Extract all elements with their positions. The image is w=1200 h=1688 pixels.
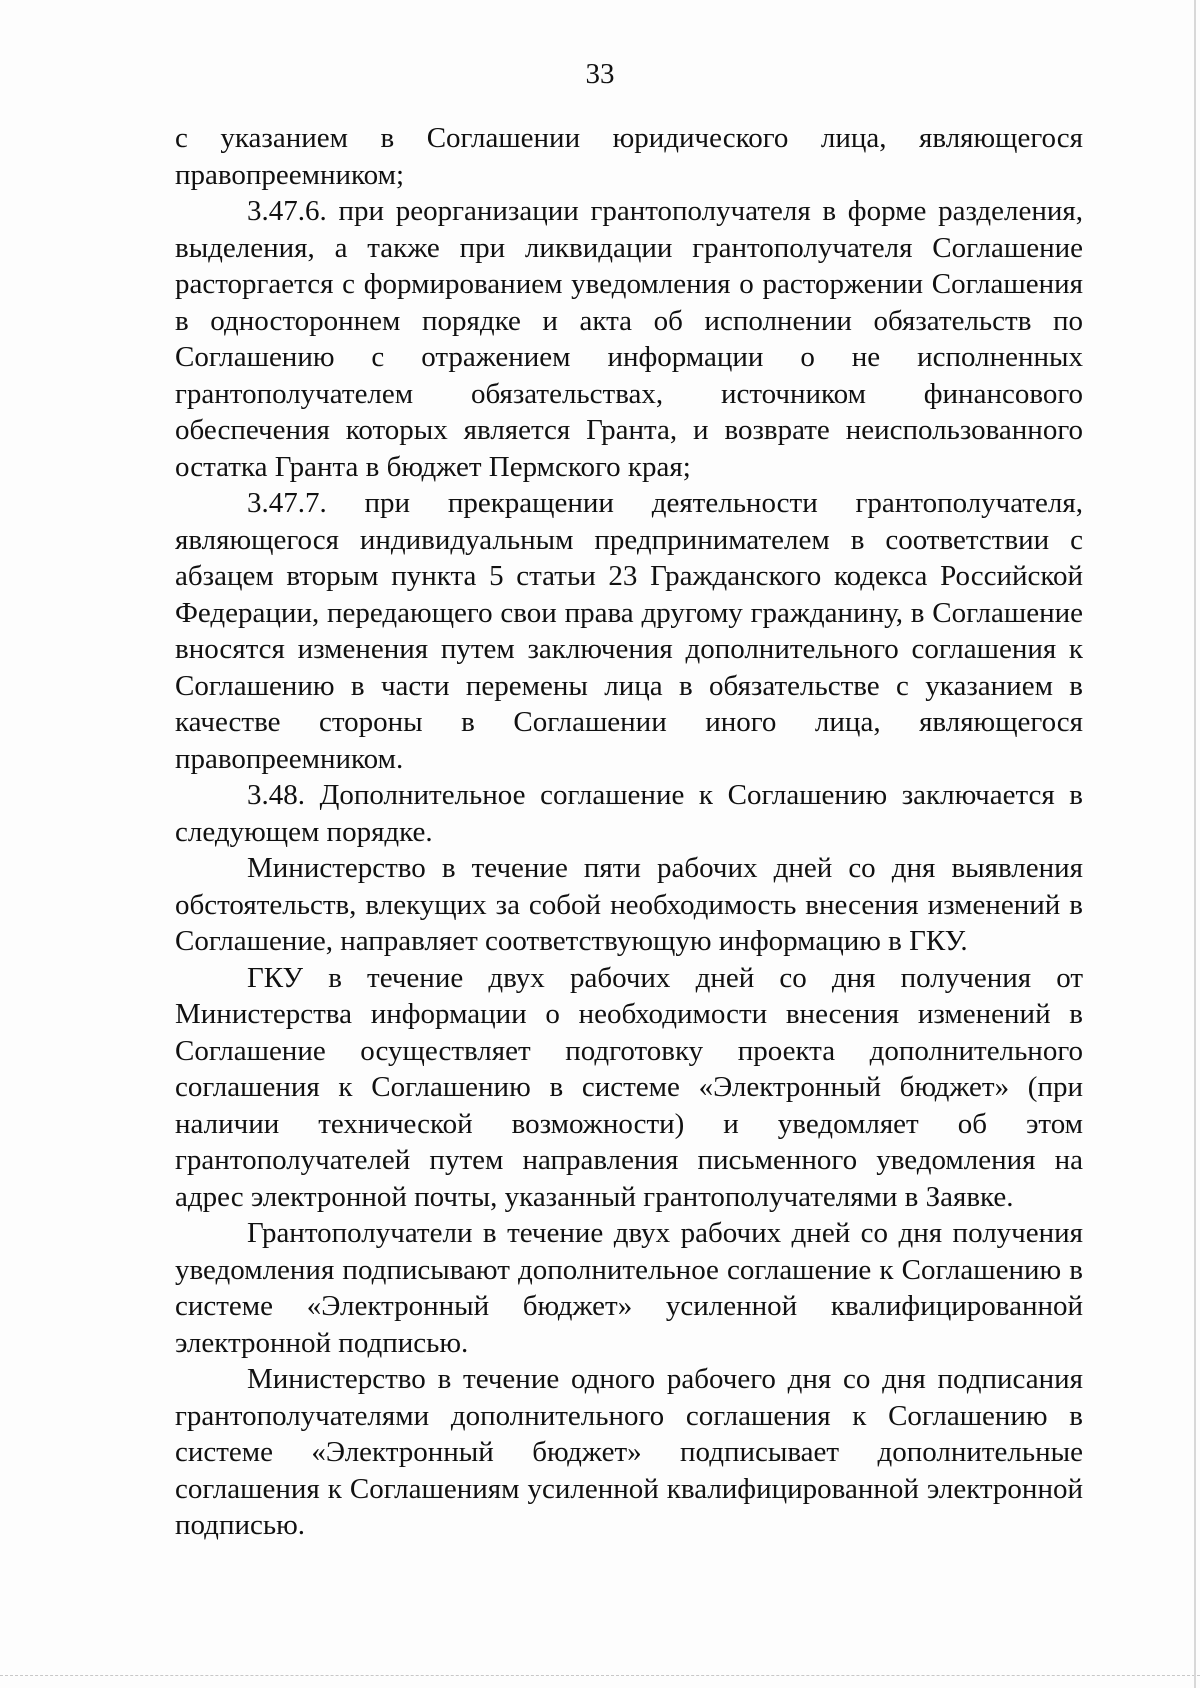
page-number: 33 — [585, 58, 615, 90]
paragraph-grantee-signing: Грантополучатели в течение двух рабочих дней со дня получения уведомления подписывают дополнительное соглашение к Соглашению в системе «Электронный бюджет» усиленной квалифицированной электронной подписью. — [175, 1217, 1083, 1359]
document-body — [175, 120, 1083, 1544]
paragraph-3-47-6: 3.47.6. при реорганизации грантополучателя в форме разделения, выделения, а также при ликвидации грантополучателя Соглашение расторгается с формированием уведомления о расторжении Соглашения в одностороннем порядке и акта об исполнении обязательств по Соглашению с отражением информации о не исполненных грантополучателем обязательствах, источником финансового обеспечения которых является Гранта, и возврате неиспользованного остатка Гранта в бюджет Пермского края; — [175, 195, 1083, 483]
scan-bottom-edge — [0, 1675, 1200, 1678]
paragraph-ministry-notice: Министерство в течение пяти рабочих дней со дня выявления обстоятельств, влекущих за собой необходимость внесения изменений в Соглашение, направляет соответствующую информацию в ГКУ. — [175, 852, 1083, 957]
paragraph-continuation: с указанием в Соглашении юридического лица, являющегося правопреемником; — [175, 122, 1083, 191]
paragraph-ministry-signing: Министерство в течение одного рабочего дня со дня подписания грантополучателями дополнительного соглашения к Соглашению в системе «Электронный бюджет» подписывает дополнительные соглашения к Соглашениям усиленной квалифицированной электронной подписью. — [175, 1363, 1083, 1541]
paragraph-3-48: 3.48. Дополнительное соглашение к Соглашению заключается в следующем порядке. — [175, 779, 1083, 848]
paragraph-gku-preparation: ГКУ в течение двух рабочих дней со дня получения от Министерства информации о необходимости внесения изменений в Соглашение осуществляет подготовку проекта дополнительного соглашения к Соглашению в системе «Электронный бюджет» (при наличии технической возможности) и уведомляет об этом грантополучателей путем направления письменного уведомления на адрес электронной почты, указанный грантополучателями в Заявке. — [175, 961, 1083, 1213]
paragraph-3-47-7: 3.47.7. при прекращении деятельности грантополучателя, являющегося индивидуальным предпринимателем в соответствии с абзацем вторым пункта 5 статьи 23 Гражданского кодекса Российской Федерации, передающего свои права другому гражданину, в Соглашение вносятся изменения путем заключения дополнительного соглашения к Соглашению в части перемены лица в обязательстве с указанием в качестве стороны в Соглашении иного лица, являющегося правопреемником. — [175, 487, 1083, 775]
scan-right-edge — [1194, 0, 1196, 1688]
